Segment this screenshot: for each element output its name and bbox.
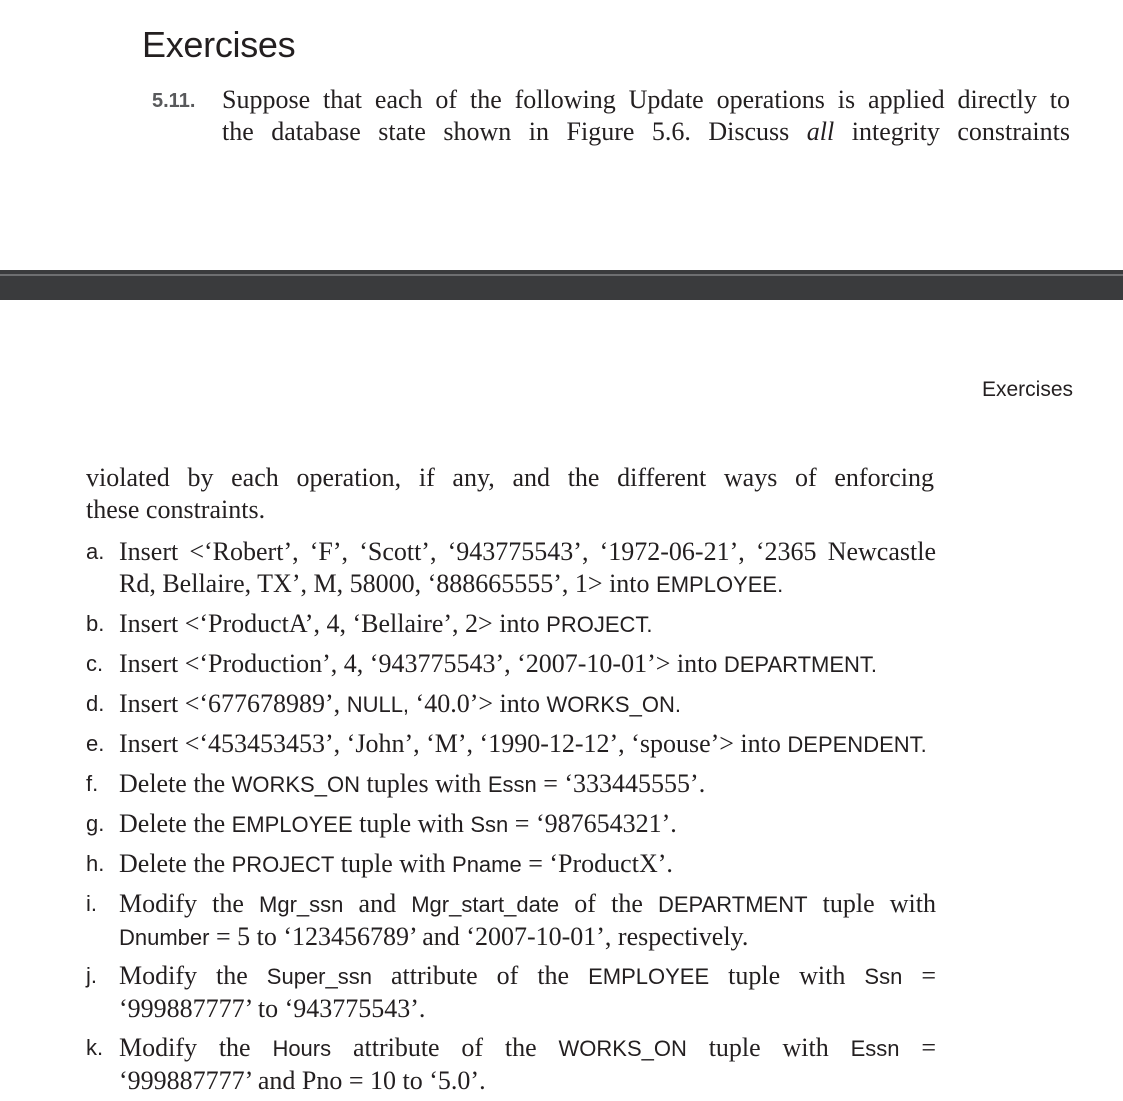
- relation-name: EMPLOYEE: [588, 964, 710, 989]
- attribute-name: Ssn: [470, 812, 509, 837]
- item-line: [119, 608, 936, 641]
- text-run: tuple with: [334, 849, 453, 878]
- relation-name: WORKS_ON: [231, 772, 360, 797]
- text-run: Insert <‘453453453’, ‘John’, ‘M’, ‘1990-12-12’, ‘spouse’> into: [119, 729, 788, 758]
- attribute-name: Mgr_start_date: [411, 892, 560, 917]
- item-line: [119, 1032, 936, 1065]
- text-run: Rd, Bellaire, TX’, M, 58000, ‘888665555’, 1> into: [119, 569, 657, 598]
- text-run: Delete the: [119, 849, 232, 878]
- item-letter: e.: [86, 731, 105, 756]
- exercise-intro-line: Suppose that each of the following Update operations is applied directly to: [222, 85, 1070, 114]
- relation-name: PROJECT: [231, 852, 335, 877]
- text-run: attribute of the: [331, 1033, 559, 1062]
- attribute-name: Mgr_ssn: [259, 892, 344, 917]
- item-letter: c.: [86, 651, 104, 676]
- item-line: [119, 728, 936, 761]
- item-line: [119, 888, 936, 921]
- text-run: and: [343, 889, 412, 918]
- item-line: [119, 768, 936, 801]
- relation-name: EMPLOYEE.: [656, 572, 784, 597]
- page-divider-band: [0, 270, 1123, 300]
- text-run: Modify the: [119, 889, 260, 918]
- null-keyword: NULL,: [346, 692, 410, 717]
- relation-name: WORKS_ON.: [546, 692, 681, 717]
- text-run: Insert <‘ProductA’, 4, ‘Bellaire’, 2> into: [119, 609, 547, 638]
- divider-line: [0, 274, 1123, 276]
- relation-name: PROJECT.: [546, 612, 653, 637]
- text-run: = ‘987654321’.: [508, 809, 677, 838]
- text-run: tuple with: [807, 889, 937, 918]
- item-letter: h.: [86, 851, 105, 876]
- relation-name: DEPARTMENT.: [723, 652, 878, 677]
- item-letter: g.: [86, 811, 105, 836]
- exercise-intro-line: [222, 116, 1070, 148]
- item-letter: j.: [86, 963, 97, 988]
- item-letter: i.: [86, 891, 97, 916]
- relation-name: EMPLOYEE: [231, 812, 353, 837]
- text-run: Insert <‘677678989’,: [119, 689, 347, 718]
- item-line: [119, 568, 936, 601]
- attribute-name: Essn: [850, 1036, 900, 1061]
- item-line: [119, 960, 936, 993]
- text-run: Delete the: [119, 809, 232, 838]
- item-line: ‘999887777’ to ‘943775543’.: [119, 994, 426, 1023]
- text-run: tuple with: [352, 809, 471, 838]
- text-run: = 5 to ‘123456789’ and ‘2007-10-01’, respectively.: [209, 922, 749, 951]
- emphasis-text: all: [806, 117, 835, 146]
- text-run: Modify the: [119, 1033, 273, 1062]
- exercise-continuation: [86, 462, 934, 526]
- text-run: tuples with: [359, 769, 488, 798]
- item-line: [119, 848, 936, 881]
- text-run: = ‘333445555’.: [536, 769, 706, 798]
- continuation-line: these constraints.: [86, 495, 266, 524]
- exercise-number: 5.11.: [152, 90, 196, 112]
- relation-name: DEPARTMENT: [658, 892, 808, 917]
- text-run: of the: [559, 889, 658, 918]
- item-line: Insert <‘Robert’, ‘F’, ‘Scott’, ‘943775543’, ‘1972-06-21’, ‘2365 Newcastle: [119, 537, 936, 566]
- attribute-name: Essn: [487, 772, 537, 797]
- text-run: tuple with: [709, 961, 865, 990]
- item-line: [119, 688, 936, 721]
- attribute-name: Hours: [272, 1036, 332, 1061]
- relation-name: WORKS_ON: [558, 1036, 687, 1061]
- page-heading: Exercises: [142, 24, 296, 65]
- attribute-name: Super_ssn: [266, 964, 372, 989]
- attribute-name: Dnumber: [119, 925, 210, 950]
- text-run: =: [899, 1033, 937, 1062]
- item-line: ‘999887777’ and Pno = 10 to ‘5.0’.: [119, 1066, 486, 1095]
- text-run: Delete the: [119, 769, 232, 798]
- relation-name: DEPENDENT.: [787, 732, 927, 757]
- exercise-intro: [222, 84, 1070, 148]
- text-run: Modify the: [119, 961, 267, 990]
- text-run: Insert <‘Production’, 4, ‘943775543’, ‘2007-10-01’> into: [119, 649, 724, 678]
- text-run: integrity constraints: [834, 117, 1070, 146]
- item-letter: k.: [86, 1035, 104, 1060]
- text-run: = ‘ProductX’.: [521, 849, 673, 878]
- text-run: tuple with: [686, 1033, 851, 1062]
- text-run: =: [902, 961, 936, 990]
- continuation-line: violated by each operation, if any, and the different ways of enforcing: [86, 463, 934, 492]
- attribute-name: Ssn: [864, 964, 903, 989]
- attribute-name: Pname: [452, 852, 522, 877]
- item-letter: f.: [86, 771, 99, 796]
- item-line: [119, 808, 936, 841]
- text-run: ‘40.0’> into: [409, 689, 547, 718]
- item-letter: b.: [86, 611, 105, 636]
- item-letter: a.: [86, 539, 105, 564]
- item-line: [119, 921, 936, 954]
- text-run: the database state shown in Figure 5.6. Discuss: [222, 117, 807, 146]
- item-line: [119, 648, 936, 681]
- text-run: attribute of the: [371, 961, 589, 990]
- item-letter: d.: [86, 691, 105, 716]
- running-header: Exercises: [982, 378, 1074, 401]
